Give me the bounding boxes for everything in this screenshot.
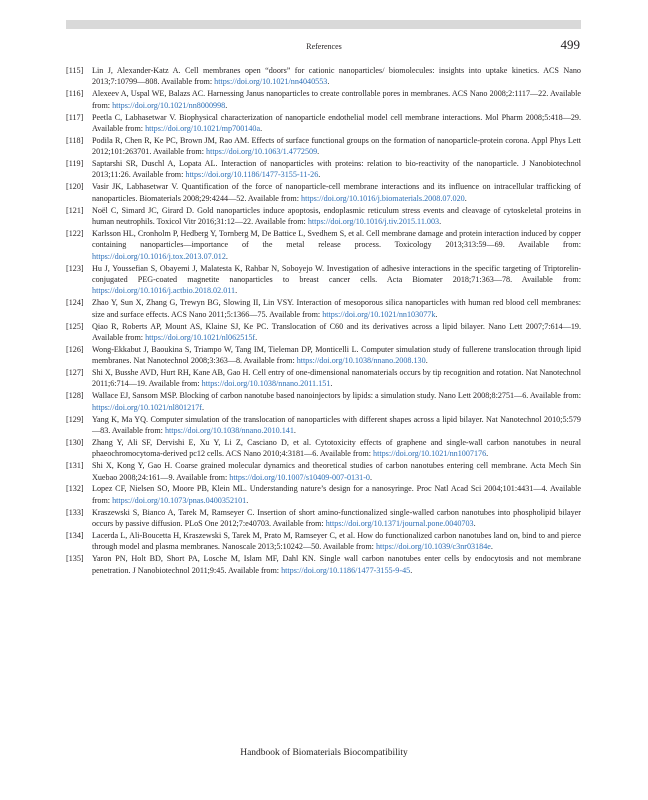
doi-link[interactable]: https://doi.org/10.1371/journal.pone.0040703	[325, 519, 474, 529]
reference-citation: Lacerda L, Ali-Boucetta H, Kraszewski S, Tarek M, Prato M, Ramseyer C, et al. How do functionalized carbon nanotubes land on, bind to and pierce through model and plasma membranes. Nanoscale 2013;5:10242—50. Available from:	[92, 531, 581, 552]
reference-entry	[66, 205, 581, 228]
reference-citation: Lin J, Alexander-Katz A. Cell membranes open “doors” for cationic nanoparticles/ biomolecules: insights into uptake kinetics. ACS Nano 2013;7:10799—808. Available from:	[92, 66, 581, 87]
reference-number: [132]	[66, 484, 84, 494]
reference-end-punct: .	[439, 217, 442, 227]
doi-link[interactable]: https://doi.org/10.1021/nl062515f	[145, 332, 256, 342]
reference-citation: Wallace EJ, Sansom MSP. Blocking of carbon nanotube based nanoinjectors by lipids: a simulation study. Nano Lett 2008;8:2751—6. Available from:	[92, 391, 581, 401]
reference-end-punct: .	[330, 379, 333, 389]
reference-entry	[66, 135, 581, 158]
reference-text	[92, 483, 581, 506]
reference-text	[92, 158, 581, 181]
reference-end-punct: .	[410, 565, 413, 575]
reference-entry	[66, 88, 581, 111]
reference-entry	[66, 367, 581, 390]
reference-text	[92, 460, 581, 483]
reference-number: [134]	[66, 531, 84, 541]
reference-text	[92, 367, 581, 390]
reference-entry	[66, 460, 581, 483]
reference-end-punct: .	[225, 100, 228, 110]
reference-citation: Noël C, Simard JC, Girard D. Gold nanoparticles induce apoptosis, endoplasmic reticulum stress events and cleavage of cytoskeletal proteins in human neutrophils. Toxicol Vitr 2016;31:12—22. Available from:	[92, 205, 581, 227]
reference-entry	[66, 390, 581, 413]
reference-entry	[66, 414, 581, 437]
doi-link[interactable]: https://doi.org/10.1021/mp700140a	[145, 123, 261, 133]
reference-number: [125]	[66, 321, 84, 331]
reference-entry	[66, 344, 581, 367]
doi-link[interactable]: https://doi.org/10.1021/nn1007176	[373, 449, 487, 459]
reference-citation: Podila R, Chen R, Ke PC, Brown JM, Rao AM. Effects of surface functional groups on the formation of nanoparticle-protein corona. Appl Phys Lett 2012;101:263701. Available from:	[92, 135, 581, 157]
reference-entry	[66, 507, 581, 530]
doi-link[interactable]: https://doi.org/10.1021/nn103077k	[322, 309, 436, 319]
reference-citation: Saptarshi SR, Duschl A, Lopata AL. Interaction of nanoparticles with proteins: relation to bio-reactivity of the nanoparticle. J Nanobiotechnol 2013;11:26. Available from:	[92, 159, 581, 180]
reference-list	[66, 65, 581, 577]
reference-citation: Zhao Y, Sun X, Zhang G, Trewyn BG, Slowing II, Lin VSY. Interaction of mesoporous silica nanoparticles with human red blood cell membranes: size and surface effects. ACS Nano 2011;5:1366—75. Available from:	[92, 298, 581, 319]
doi-link[interactable]: https://doi.org/10.1016/j.biomaterials.2008.07.020	[301, 193, 465, 203]
reference-end-punct: .	[260, 123, 263, 133]
reference-end-punct: .	[425, 356, 428, 366]
doi-link[interactable]: https://doi.org/10.1038/nnano.2011.151	[201, 379, 331, 389]
reference-entry	[66, 158, 581, 181]
reference-number: [118]	[66, 135, 84, 145]
reference-entry	[66, 228, 581, 262]
doi-link[interactable]: https://doi.org/10.1016/j.actbio.2018.02.011	[92, 286, 236, 296]
reference-entry	[66, 181, 581, 204]
reference-end-punct: .	[317, 147, 320, 157]
reference-number: [131]	[66, 461, 84, 471]
reference-text	[92, 530, 581, 553]
reference-text	[92, 344, 581, 367]
reference-number: [120]	[66, 182, 84, 192]
reference-entry	[66, 483, 581, 506]
reference-number: [126]	[66, 344, 84, 354]
reference-citation: Yaron PN, Holt BD, Short PA, Losche M, Islam MF, Dahl KN. Single wall carbon nanotubes enter cells by endocytosis and not membrane penetration. J Nanobiotechnol 2011;9:45. Available from:	[92, 554, 581, 575]
reference-number: [128]	[66, 391, 84, 401]
reference-end-punct: .	[246, 495, 249, 505]
reference-entry	[66, 437, 581, 460]
reference-text	[92, 414, 581, 437]
reference-number: [124]	[66, 298, 84, 308]
reference-citation: Zhang Y, Ali SF, Dervishi E, Xu Y, Li Z, Casciano D, et al. Cytotoxicity effects of graphene and single-wall carbon nanotubes in neural phaeochromocytoma-derived pc12 cells. ACS Nano 2010;4:3181—6. Available from:	[92, 437, 581, 459]
doi-link[interactable]: https://doi.org/10.1016/j.tox.2013.07.012	[92, 251, 226, 261]
reference-citation: Lopez CF, Nielsen SO, Moore PB, Klein ML. Understanding nature’s design for a nanosyringe. Proc Natl Acad Sci 2004;101:4431—4. Available from:	[92, 484, 581, 505]
reference-entry	[66, 297, 581, 320]
page-number: 499	[560, 37, 580, 52]
reference-number: [135]	[66, 554, 84, 564]
reference-number: [117]	[66, 112, 84, 122]
reference-text	[92, 205, 581, 228]
reference-text	[92, 228, 581, 262]
reference-citation: Shi X, Kong Y, Gao H. Coarse grained molecular dynamics and theoretical studies of carbon nanotubes entering cell membrane. Acta Mech Sin Xuebao 2008;24:161—9. Available from:	[92, 461, 581, 482]
reference-citation: Wong-Ekkabut J, Baoukina S, Triampo W, Tang IM, Tieleman DP, Monticelli L. Computer simulation study of fullerene translocation through lipid membranes. Nat Nanotechnol 2008;3:363—8. Available from:	[92, 344, 581, 366]
reference-text	[92, 321, 581, 344]
reference-citation: Hu J, Youssefian S, Obayemi J, Malatesta K, Rahbar N, Soboyejo W. Investigation of adhesive interactions in the specific targeting of Triptorelin-conjugated PEG-coated magnetite nanoparticles to breast cancer cells. Acta Biomater 2018;71:363—78. Available from:	[92, 263, 581, 284]
doi-link[interactable]: https://doi.org/10.1038/nnano.2010.141	[164, 425, 294, 435]
doi-link[interactable]: https://doi.org/10.1186/1477-3155-11-26	[185, 170, 319, 180]
reference-citation: Vasir JK, Labhasetwar V. Quantification of the force of nanoparticle-cell membrane interactions and its influence on intracellular trafficking of nanoparticles. Biomaterials 2008;29:4244—52. Available from:	[92, 182, 581, 203]
reference-citation: Shi X, Busshe AVD, Hurt RH, Kane AB, Gao H. Cell entry of one-dimensional nanomaterials occurs by tip recognition and rotation. Nat Nanotechnol 2011;6:714—19. Available from:	[92, 368, 581, 389]
reference-text	[92, 437, 581, 460]
reference-number: [123]	[66, 263, 84, 273]
doi-link[interactable]: https://doi.org/10.1186/1477-3155-9-45	[281, 565, 411, 575]
running-header: References	[306, 42, 342, 51]
reference-number: [116]	[66, 89, 84, 99]
reference-end-punct: .	[473, 519, 476, 529]
reference-end-punct: .	[435, 309, 438, 319]
reference-text	[92, 297, 581, 320]
reference-number: [122]	[66, 228, 84, 238]
doi-link[interactable]: https://doi.org/10.1016/j.tiv.2015.11.003	[307, 217, 440, 227]
reference-entry	[66, 553, 581, 576]
reference-end-punct: .	[464, 193, 467, 203]
reference-end-punct: .	[327, 77, 330, 87]
header-bar	[66, 20, 581, 29]
doi-link[interactable]: https://doi.org/10.1021/nn4040553	[214, 77, 328, 87]
doi-link[interactable]: https://doi.org/10.1021/nn8000998	[112, 100, 226, 110]
doi-link[interactable]: https://doi.org/10.1038/nnano.2008.130	[296, 356, 426, 366]
reference-end-punct: .	[486, 449, 489, 459]
reference-entry	[66, 112, 581, 135]
reference-end-punct: .	[318, 170, 321, 180]
reference-end-punct: .	[369, 472, 372, 482]
reference-number: [133]	[66, 507, 84, 517]
reference-text	[92, 135, 581, 158]
doi-link[interactable]: https://doi.org/10.1007/s10409-007-0131-0	[229, 472, 370, 482]
reference-end-punct: .	[490, 542, 493, 552]
reference-text	[92, 65, 581, 88]
reference-end-punct: .	[202, 402, 205, 412]
reference-citation: Yang K, Ma YQ. Computer simulation of the translocation of nanoparticles with different shapes across a lipid bilayer. Nat Nanotechnol 2010;5:579—83. Available from:	[92, 414, 581, 435]
reference-text	[92, 112, 581, 135]
doi-link[interactable]: https://doi.org/10.1021/nl801217f	[92, 402, 202, 412]
reference-number: [129]	[66, 414, 84, 424]
running-footer: Handbook of Biomaterials Biocompatibility	[240, 748, 408, 758]
reference-number: [130]	[66, 437, 84, 447]
reference-end-punct: .	[235, 286, 238, 296]
reference-entry	[66, 65, 581, 88]
reference-end-punct: .	[225, 251, 228, 261]
reference-text	[92, 553, 581, 576]
reference-end-punct: .	[293, 425, 296, 435]
reference-text	[92, 390, 581, 413]
reference-citation: Peetla C, Labhasetwar V. Biophysical characterization of nanoparticle endothelial model cell membrane interactions. Mol Pharm 2008;5:418—29. Available from:	[92, 112, 581, 133]
reference-citation: Karlsson HL, Cronholm P, Hedberg Y, Tornberg M, De Battice L, Svedhem S, et al. Cell membrane damage and protein interaction induced by copper containing nanoparticles—importance of the metal release process. Toxicology 2013;313:59—69. Available from:	[92, 228, 581, 250]
reference-number: [115]	[66, 66, 84, 75]
reference-text	[92, 181, 581, 204]
reference-number: [121]	[66, 205, 84, 215]
reference-entry	[66, 530, 581, 553]
reference-end-punct: .	[255, 332, 258, 342]
doi-link[interactable]: https://doi.org/10.1063/1.4772509	[206, 147, 318, 157]
reference-text	[92, 263, 581, 297]
reference-number: [119]	[66, 159, 84, 169]
reference-entry	[66, 321, 581, 344]
reference-text	[92, 507, 581, 530]
reference-citation: Qiao R, Roberts AP, Mount AS, Klaine SJ, Ke PC. Translocation of C60 and its derivatives across a lipid bilayer. Nano Lett 2007;7:614—19. Available from:	[92, 321, 581, 342]
reference-entry	[66, 263, 581, 297]
doi-link[interactable]: https://doi.org/10.1073/pnas.0400352101	[112, 495, 247, 505]
doi-link[interactable]: https://doi.org/10.1039/c3nr03184e	[375, 542, 491, 552]
reference-citation: Alexeev A, Uspal WE, Balazs AC. Harnessing Janus nanoparticles to create controllable pores in membranes. ACS Nano 2008;2:1117—22. Available from:	[92, 89, 581, 110]
reference-text	[92, 88, 581, 111]
reference-number: [127]	[66, 368, 84, 378]
reference-citation: Kraszewski S, Bianco A, Tarek M, Ramseyer C. Insertion of short amino-functionalized single-walled carbon nanotubes into phospholipid bilayer occurs by passive diffusion. PLoS One 2012;7:e40703. Available from:	[92, 507, 581, 529]
